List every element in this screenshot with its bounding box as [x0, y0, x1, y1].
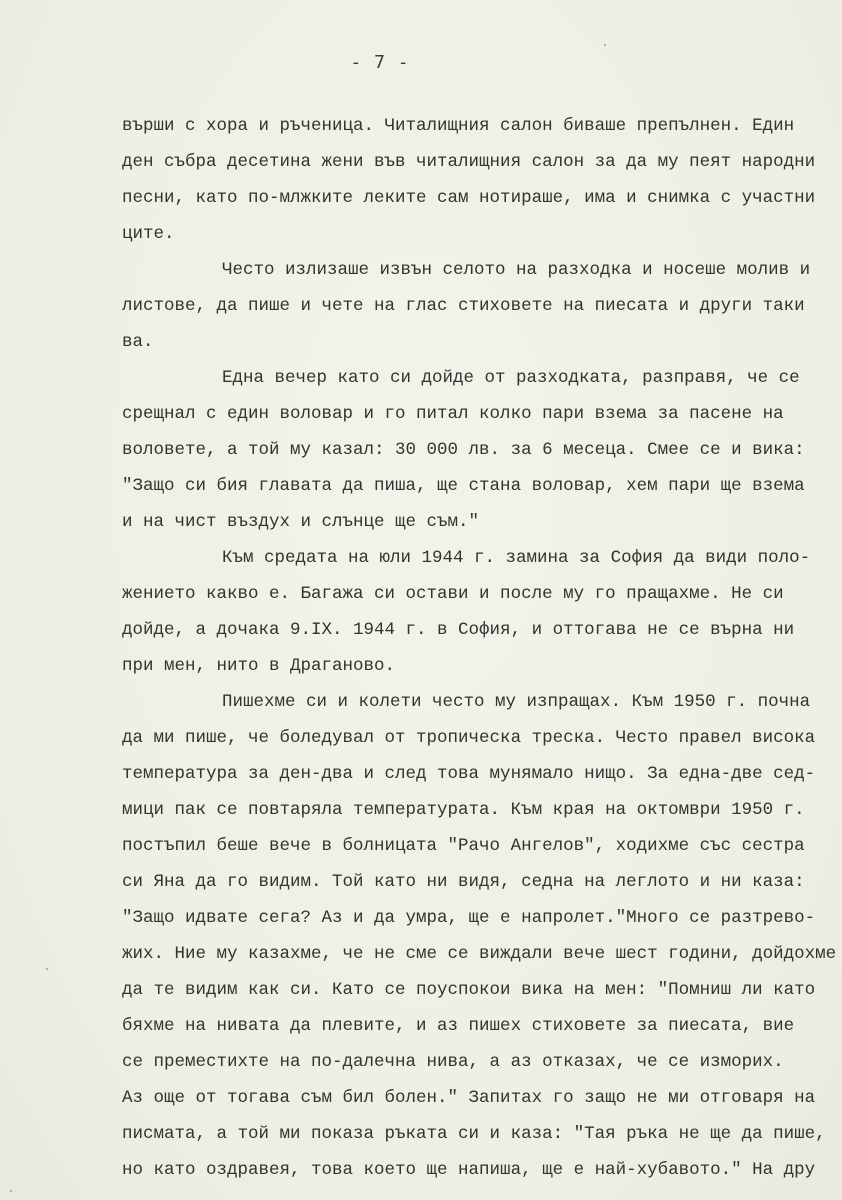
text-line: ден събра десетина жени във читалищния салон за да му пеят народни [122, 152, 816, 172]
text-line: ците. [122, 224, 175, 244]
text-line: срещнал с един воловар и го питал колко пари взема за пасене на [122, 404, 784, 424]
text-line: да те видим как си. Като се поуспокои вика на мен: "Помниш ли като [122, 980, 816, 1000]
text-line: песни, като по-млжките леките сам нотираше, има и снимка с участни [122, 188, 816, 208]
text-line: да ми пише, че боледувал от тропическа треска. Често правел висока [122, 728, 816, 748]
text-line: воловете, а той му казал: 30 000 лв. за 6 месеца. Смее се и вика: [122, 440, 805, 460]
text-line: бяхме на нивата да плевите, и аз пишех стиховете за пиесата, вие [122, 1016, 795, 1036]
text-line: но като оздравея, това което ще напиша, ще е най-хубавото." На дру [122, 1160, 816, 1180]
text-line: си Яна да го видим. Той като ни видя, седна на леглото и ни каза: [122, 872, 805, 892]
paper-speck [46, 968, 48, 970]
text-line: при мен, нито в Драганово. [122, 656, 396, 676]
document-body [0, 108, 842, 1188]
page-number: - 7 - [350, 52, 410, 73]
paper-speck [604, 44, 606, 46]
text-line: "Защо идвате сега? Аз и да умра, ще е напролет."Много се разтрево- [122, 908, 816, 928]
text-line: Аз още от тогава съм бил болен." Запитах го защо не ми отговаря на [122, 1088, 816, 1108]
text-line: постъпил беше вече в болницата "Рачо Ангелов", ходихме със сестра [122, 836, 805, 856]
text-line: температура за ден-два и след това мунямало нищо. За една-две сед- [122, 764, 816, 784]
text-line: "Защо си бия главата да пиша, ще стана воловар, хем пари ще взема [122, 476, 805, 496]
text-line: писмата, а той ми показа ръката си и каза: "Тая ръка не ще да пише, [122, 1124, 826, 1144]
text-line: се преместихте на по-далечна нива, а аз отказах, че се изморих. [122, 1052, 784, 1072]
text-line: върши с хора и ръченица. Читалищния салон биваше препълнен. Един [122, 116, 795, 136]
text-line: Пишехме си и колети често му изпращах. Към 1950 г. почна [222, 692, 811, 712]
text-line: Една вечер като си дойде от разходката, разправя, че се [222, 368, 800, 388]
text-line: мици пак се повтаряла температурата. Към края на октомври 1950 г. [122, 800, 805, 820]
paper-speck [10, 1190, 12, 1192]
text-line: ва. [122, 332, 154, 352]
text-line: жението какво е. Багажа си остави и после му го пращахме. Не си [122, 584, 784, 604]
text-line: и на чист въздух и слънце ще съм." [122, 512, 480, 532]
text-line: жих. Ние му казахме, че не сме се виждали вече шест години, дойдохме [122, 944, 837, 964]
text-line: дойде, а дочака 9.IX. 1944 г. в София, и оттогава не се върна ни [122, 620, 795, 640]
text-line: Често излизаше извън селото на разходка и носеше молив и [222, 260, 811, 280]
text-line: Към средата на юли 1944 г. замина за София да види поло- [222, 548, 811, 568]
text-line: листове, да пише и чете на глас стиховете на пиесата и други таки [122, 296, 805, 316]
